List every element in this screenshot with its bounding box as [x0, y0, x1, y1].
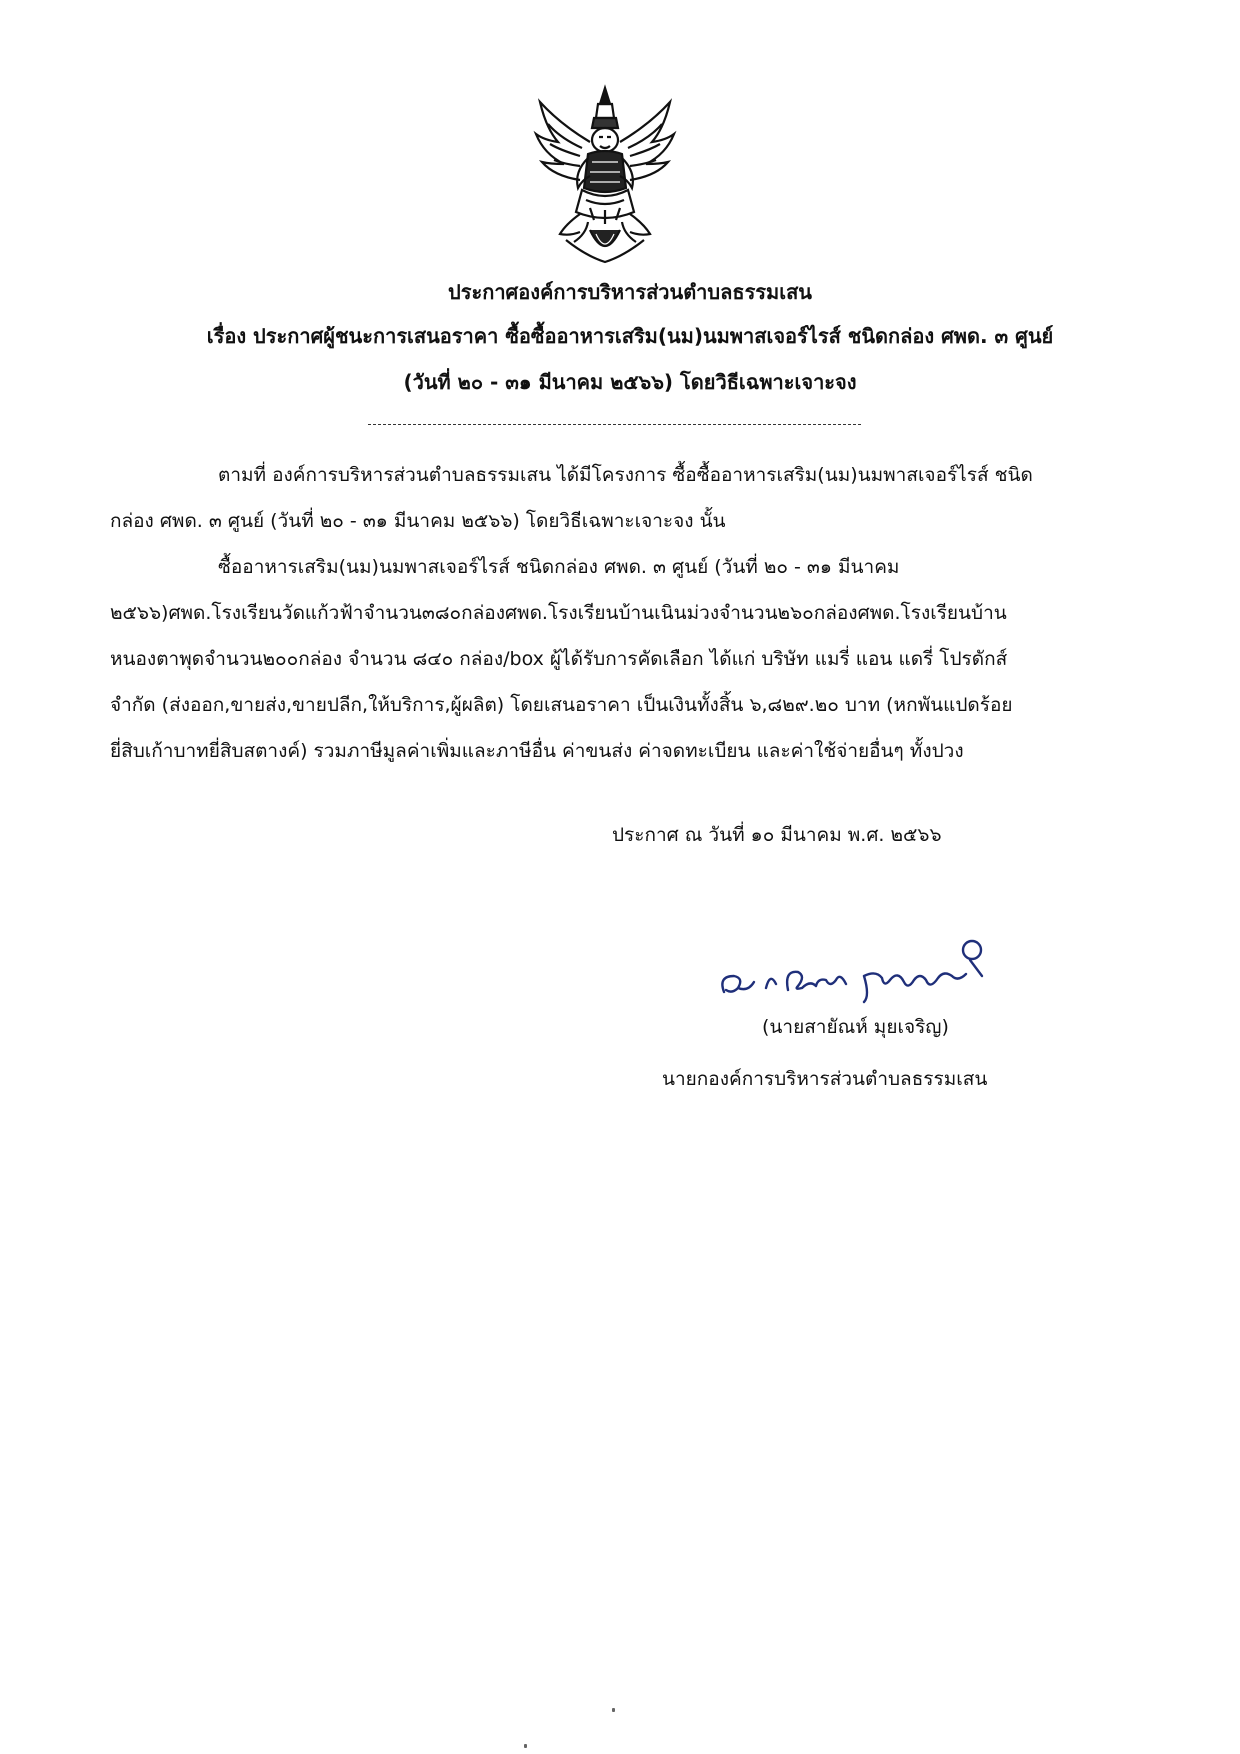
body-line: ตามที่ องค์การบริหารส่วนตำบลธรรมเสน ได้มีโครงการ ซื้อซื้ออาหารเสริม(นม)นมพาสเจอร์ไรส์ ชนิด: [218, 464, 1033, 486]
signer-name: (นายสายัณห์ มุยเจริญ): [762, 1016, 949, 1038]
body-line: กล่อง ศพด. ๓ ศูนย์ (วันที่ ๒๐ - ๓๑ มีนาคม ๒๕๖๖) โดยวิธีเฉพาะเจาะจง นั้น: [110, 510, 726, 532]
announcement-date: ประกาศ ณ วันที่ ๑๐ มีนาคม พ.ศ. ๒๕๖๖: [612, 824, 942, 846]
title-divider: [368, 424, 861, 425]
body-line: หนองตาพุดจำนวน๒๐๐กล่อง จำนวน ๘๔๐ กล่อง/box ผู้ได้รับการคัดเลือก ได้แก่ บริษัท แมรี่ แอน แดรี่ โปรดักส์: [110, 648, 1008, 670]
body-line: ๒๕๖๖)ศพด.โรงเรียนวัดแก้วฟ้าจำนวน๓๘๐กล่องศพด.โรงเรียนบ้านเนินม่วงจำนวน๒๖๐กล่องศพด.โรงเรียนบ้าน: [110, 602, 1007, 624]
garuda-emblem-icon: [530, 84, 680, 266]
signer-title: นายกองค์การบริหารส่วนตำบลธรรมเสน: [662, 1068, 988, 1090]
body-line: ยี่สิบเก้าบาทยี่สิบสตางค์) รวมภาษีมูลค่าเพิ่มและภาษีอื่น ค่าขนส่ง ค่าจดทะเบียน และค่าใช้จ่ายอื่นๆ ทั้งปวง: [110, 740, 964, 762]
body-line: ซื้ออาหารเสริม(นม)นมพาสเจอร์ไรส์ ชนิดกล่อง ศพด. ๓ ศูนย์ (วันที่ ๒๐ - ๓๑ มีนาคม: [218, 556, 900, 578]
body-line: จำกัด (ส่งออก,ขายส่ง,ขายปลีก,ให้บริการ,ผู้ผลิต) โดยเสนอราคา เป็นเงินทั้งสิ้น ๖,๘๒๙.๒๐ บาท (หกพันแปดร้อย: [110, 694, 1013, 716]
document-subject: เรื่อง ประกาศผู้ชนะการเสนอราคา ซื้อซื้ออาหารเสริม(นม)นมพาสเจอร์ไรส์ ชนิดกล่อง ศพด. ๓ ศูนย์: [206, 324, 1054, 348]
document-title: ประกาศองค์การบริหารส่วนตำบลธรรมเสน: [448, 280, 812, 304]
scan-speck: [524, 1744, 527, 1748]
scan-speck: [612, 1708, 615, 1712]
handwritten-signature-icon: [714, 936, 1004, 1008]
document-subject-detail: (วันที่ ๒๐ - ๓๑ มีนาคม ๒๕๖๖) โดยวิธีเฉพาะเจาะจง: [403, 370, 857, 394]
